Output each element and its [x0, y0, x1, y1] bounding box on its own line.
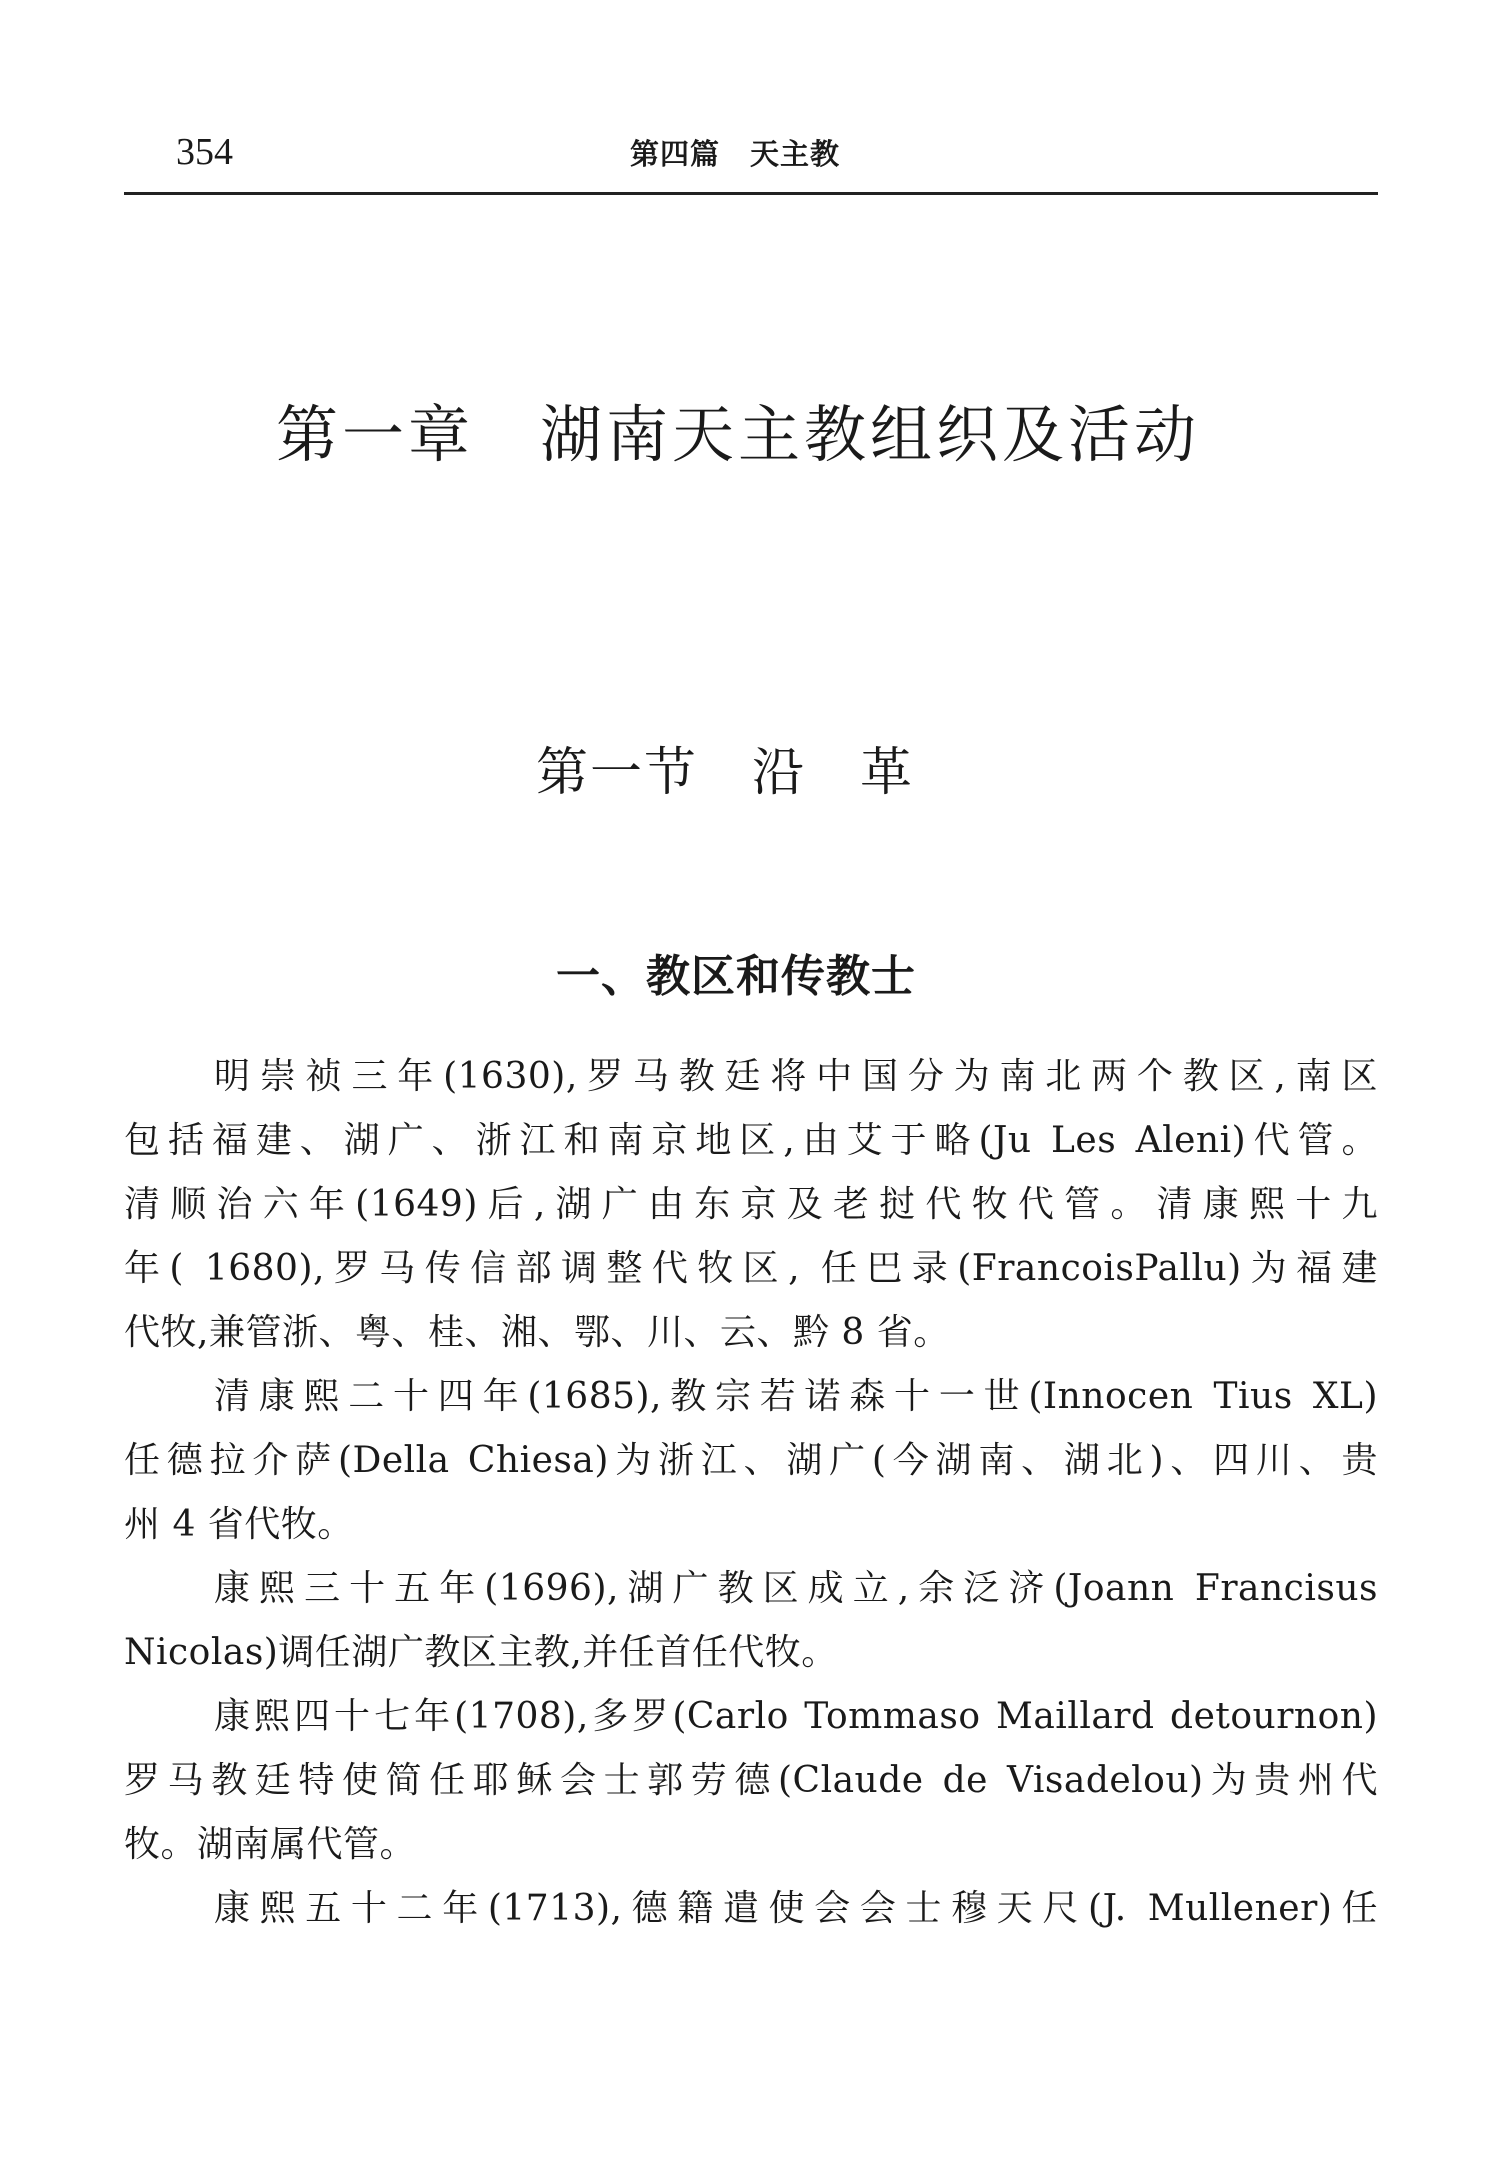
body-line: 清顺治六年(1649)后,湖广由东京及老挝代牧代管。清康熙十九: [124, 1184, 1378, 1225]
body-line: 任德拉介萨(Della Chiesa)为浙江、湖广(今湖南、湖北)、四川、贵: [124, 1440, 1378, 1481]
body-line: 康熙四十七年(1708),多罗(Carlo Tommaso Maillard detournon): [214, 1696, 1378, 1737]
page-number: 354: [176, 131, 233, 173]
body-line: 罗马教廷特使简任耶稣会士郭劳德(Claude de Visadelou)为贵州代: [124, 1760, 1378, 1801]
body-line: 康熙五十二年(1713),德籍遣使会会士穆天尺(J. Mullener)任: [214, 1888, 1378, 1929]
body-line: 明崇祯三年(1630),罗马教廷将中国分为南北两个教区,南区: [214, 1056, 1378, 1097]
header-rule: [124, 192, 1378, 195]
body-line: 州 4 省代牧。: [124, 1504, 354, 1545]
body-line: 康熙三十五年(1696),湖广教区成立,余泛济(Joann Francisus: [214, 1568, 1378, 1609]
body-text: [124, 1045, 1378, 1941]
body-line: 包括福建、湖广、浙江和南京地区,由艾于略(Ju Les Aleni)代管。: [124, 1120, 1378, 1161]
subsection-title: 一、教区和传教士: [556, 951, 916, 1002]
page-header: [124, 130, 1378, 190]
body-line: 年( 1680),罗马传信部调整代牧区, 任巴录(FrancoisPallu)为福建: [124, 1248, 1378, 1289]
body-line: Nicolas)调任湖广教区主教,并任首任代牧。: [124, 1632, 838, 1673]
section-title: 第一节 沿 革: [536, 743, 915, 803]
chapter-title: 第一章 湖南天主教组织及活动: [276, 398, 1201, 471]
body-line: 清康熙二十四年(1685),教宗若诺森十一世(Innocen Tius XL): [214, 1376, 1378, 1417]
running-head: 第四篇 天主教: [630, 137, 841, 171]
body-line: 牧。湖南属代管。: [124, 1824, 417, 1865]
body-line: 代牧,兼管浙、粤、桂、湘、鄂、川、云、黔 8 省。: [124, 1312, 950, 1353]
